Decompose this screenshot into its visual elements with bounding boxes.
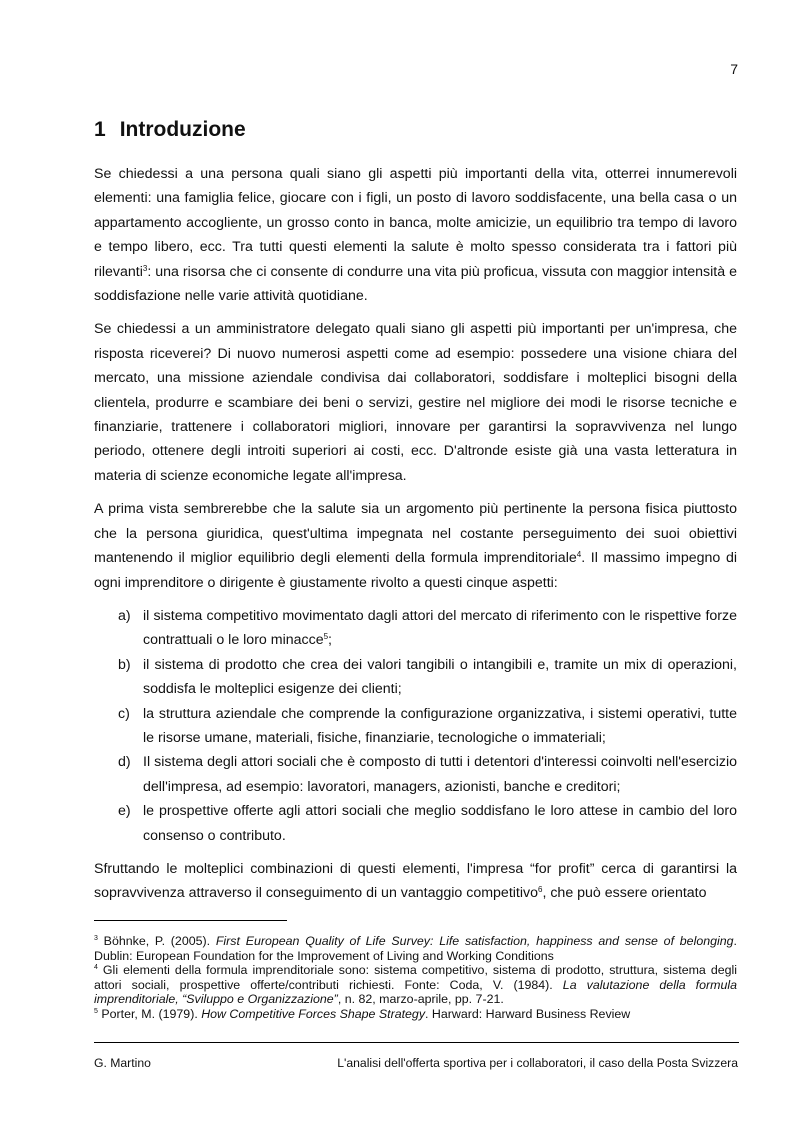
footnote-source-title: How Competitive Forces Shape Strategy — [201, 1006, 426, 1021]
chapter-number: 1 — [94, 118, 106, 141]
footnote-text: Gli elementi della formula imprenditoriale sono: sistema competitivo, sistema di prodotto, struttura, sistema degli attori sociali, prospettive offerte/contributi richiesti. Fonte: Coda, V. (1984). — [94, 963, 737, 992]
list-marker: e) — [118, 803, 131, 820]
footnote-text: . Dublin: European Foundation for the Improvement of Living and Working Conditions — [94, 934, 737, 963]
list-marker: c) — [118, 705, 130, 722]
list-item — [94, 702, 737, 751]
footnote-number: 5 — [94, 1007, 98, 1015]
paragraph-1 — [94, 162, 737, 308]
paragraph-4-text-a: Sfruttando le molteplici combinazioni di questi elementi, l'impresa “for profit” cerca di garantirsi la sopravvivenza attraverso il conseguimento di un vantaggio competitivo — [94, 860, 737, 902]
footnote-3 — [94, 934, 737, 963]
footnote-source-title: La valutazione della formula imprenditoriale, “Sviluppo e Organizzazione” — [94, 977, 737, 1007]
list-item — [94, 799, 737, 848]
list-item — [94, 653, 737, 702]
footnote-text: Böhnke, P. (2005). — [97, 934, 216, 948]
aspects-list — [94, 604, 737, 848]
paragraph-1-text-a: Se chiedessi a una persona quali siano gli aspetti più importanti della vita, otterrei innumerevoli elementi: una famiglia felice, giocare con i figli, un posto di lavoro soddisfacente, una bella casa o un appartamento accogliente, un grosso conto in banca, molte amicizie, un equilibrio tra tempo di lavoro e tempo libero, ecc. Tra tutti questi elementi la salute è molto spesso considerata tra i fattori più rilevanti — [94, 166, 737, 280]
chapter-title-text: Introduzione — [119, 118, 246, 141]
footnote-text: , n. 82, marzo-aprile, pp. 7-21. — [337, 992, 504, 1007]
footnote-number: 4 — [94, 964, 98, 972]
list-item-end: ; — [328, 632, 332, 649]
footnote-ref-3[interactable]: 3 — [142, 263, 148, 273]
paragraph-4 — [94, 857, 737, 906]
footnote-divider — [94, 920, 287, 921]
footnote-ref-4[interactable]: 4 — [576, 550, 582, 560]
footnote-5 — [94, 1007, 737, 1022]
chapter-title — [94, 118, 246, 142]
list-item-text: le prospettive offerte agli attori sociali che meglio soddisfano le loro attese in cambio del loro consenso o contributo. — [143, 803, 737, 844]
list-item-text: il sistema competitivo movimentato dagli attori del mercato di riferimento con le rispettive forze contrattuali o le loro minacce — [143, 607, 737, 649]
footer-author: G. Martino — [94, 1056, 151, 1070]
paragraph-3-text-a: A prima vista sembrerebbe che la salute sia un argomento più pertinente la persona fisica piuttosto che la persona giuridica, quest'ultima impegnata nel costante perseguimento dei suoi obiettivi mantenendo il miglior equilibrio degli elementi della formula imprenditoriale — [94, 501, 737, 567]
list-marker: d) — [118, 754, 131, 771]
footnotes — [94, 934, 737, 1022]
list-item-text: la struttura aziendale che comprende la configurazione organizzativa, i sistemi operativi, tutte le risorse umane, materiali, fisiche, finanziarie, tecnologiche o immateriali; — [143, 705, 737, 746]
footnote-source-title: First European Quality of Life Survey: Life satisfaction, happiness and sense of belonging — [215, 934, 734, 948]
paragraph-2: Se chiedessi a un amministratore delegato quali siano gli aspetti più importanti per un'impresa, che risposta riceverei? Di nuovo numerosi aspetti come ad esempio: possedere una visione chiara del mercato, una missione aziendale condivisa dai collaboratori, soddisfare i molteplici bisogni della clientela, produrre e scambiare dei beni o servizi, gestire nel migliore dei modi le risorse tecniche e finanziarie, trattenere i collaboratori migliori, innovare per garantirsi la sopravvivenza nel lungo periodo, ottenere degli introiti superiori ai costi, ecc. D'altronde esiste già una vasta letteratura in materia di scienze economiche legate all'impresa. — [94, 321, 737, 484]
paragraph-1-text-b: : una risorsa che ci consente di condurre una vita più proficua, vissuta con maggior intensità e soddisfazione nelle varie attività quotidiane. — [94, 263, 737, 305]
footnote-4 — [94, 963, 737, 1007]
paragraph-3-text-b: . Il massimo impegno di ogni imprenditore o dirigente è giustamente rivolto a questi cinque aspetti: — [94, 550, 737, 591]
list-item-text: Il sistema degli attori sociali che è composto di tutti i detentori d'interessi coinvolti nell'esercizio dell'impresa, ad esempio: lavoratori, managers, azionisti, banche e creditori; — [143, 754, 737, 795]
footnote-text: Porter, M. (1979). — [97, 1006, 202, 1021]
footer-document-title: L'analisi dell'offerta sportiva per i collaboratori, il caso della Posta Svizzera — [337, 1056, 738, 1070]
paragraph-3 — [94, 497, 737, 595]
footnote-ref-5[interactable]: 5 — [323, 632, 329, 642]
list-item — [94, 750, 737, 799]
footer-divider — [94, 1042, 739, 1043]
list-item-text: il sistema di prodotto che crea dei valori tangibili o intangibili e, tramite un mix di operazioni, soddisfa le molteplici esigenze dei clienti; — [143, 656, 737, 698]
footnote-number: 3 — [94, 935, 98, 942]
list-item — [94, 604, 737, 653]
list-marker: a) — [118, 607, 131, 624]
footnote-text: . Harward: Harward Business Review — [425, 1006, 631, 1021]
footnote-ref-6[interactable]: 6 — [538, 885, 543, 895]
list-marker: b) — [118, 656, 131, 673]
page-number: 7 — [730, 61, 738, 77]
paragraph-4-text-b: , che può essere orientato — [542, 885, 707, 902]
body-text — [94, 162, 737, 915]
